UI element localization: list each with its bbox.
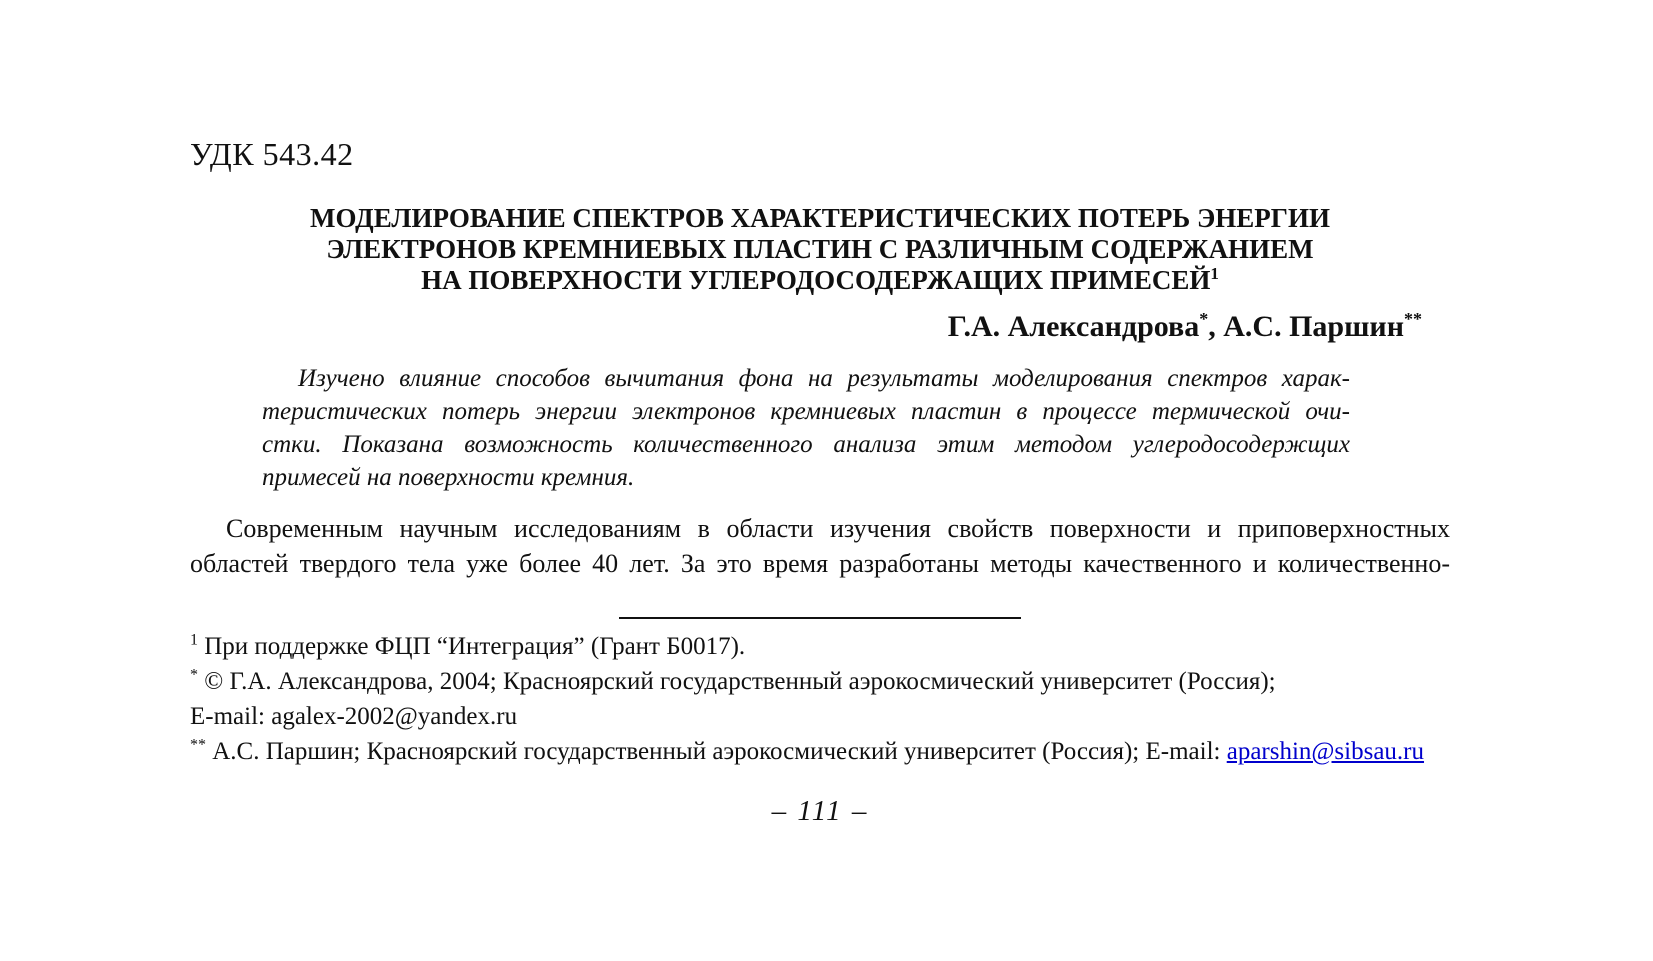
page-content — [190, 0, 1450, 828]
authors-separator: , — [1208, 310, 1224, 343]
footnote-grant — [190, 629, 1450, 664]
body-paragraph — [190, 511, 1450, 581]
footnote-grant-mark: 1 — [190, 631, 198, 649]
footnote-author-second-mark: ** — [190, 736, 206, 754]
footnote-grant-text: При поддержке ФЦП “Интеграция” (Грант Б0017). — [204, 633, 746, 660]
footnote-author-first-text: © Г.А. Александрова, 2004; Красноярский государственный аэрокосмический университет (Россия); — [204, 668, 1276, 695]
abstract-line-1: Изучено влияние способов вычитания фона на результаты моделирования спектров харак- — [298, 365, 1350, 392]
title-line-3 — [190, 265, 1450, 296]
udc-code: УДК 543.42 — [190, 136, 354, 172]
footnote-email-first — [190, 699, 1450, 734]
title-footnote-mark: 1 — [1210, 264, 1219, 283]
footnote-separator-rule — [619, 617, 1021, 619]
abstract-line-2: теристических потерь энергии электронов кремниевых пластин в процессе термической очи- — [262, 398, 1350, 425]
footnote-author-first-mark: * — [190, 666, 198, 684]
email-link[interactable]: aparshin@sibsau.ru — [1226, 738, 1425, 765]
body-line-2: областей твердого тела уже более 40 лет. За это время разработаны методы качественного и количественно- — [190, 549, 1450, 578]
title-line-2: ЭЛЕКТРОНОВ КРЕМНИЕВЫХ ПЛАСТИН С РАЗЛИЧНЫМ СОДЕРЖАНИЕМ — [326, 234, 1314, 264]
article-title — [190, 203, 1450, 296]
author-first: Г.А. Александрова — [947, 310, 1200, 343]
abstract — [262, 362, 1350, 494]
body-line-1: Современным научным исследованиям в области изучения свойств поверхности и приповерхностных — [226, 514, 1450, 543]
footnotes — [190, 629, 1450, 769]
title-line-1: МОДЕЛИРОВАНИЕ СПЕКТРОВ ХАРАКТЕРИСТИЧЕСКИХ ПОТЕРЬ ЭНЕРГИИ — [310, 203, 1330, 233]
footnote-author-second — [190, 734, 1450, 769]
author-first-mark: * — [1199, 309, 1209, 329]
footnote-email-first-text: E-mail: agalex-2002@yandex.ru — [190, 703, 518, 730]
footnote-author-first — [190, 664, 1450, 699]
author-second-mark: ** — [1404, 309, 1422, 329]
abstract-line-3: стки. Показана возможность количественного анализа этим методом углеродосодержщих — [262, 431, 1350, 458]
footnote-author-second-text: А.С. Паршин; Красноярский государственный аэрокосмический университет (Россия); E-mail: — [212, 738, 1227, 765]
author-second: А.С. Паршин — [1223, 310, 1404, 343]
authors-line — [190, 310, 1450, 344]
title-line-3-text: НА ПОВЕРХНОСТИ УГЛЕРОДОСОДЕРЖАЩИХ ПРИМЕСЕЙ — [421, 265, 1211, 295]
abstract-line-4: примесей на поверхности кремния. — [262, 464, 635, 491]
page-number: – 111 – — [771, 795, 869, 827]
